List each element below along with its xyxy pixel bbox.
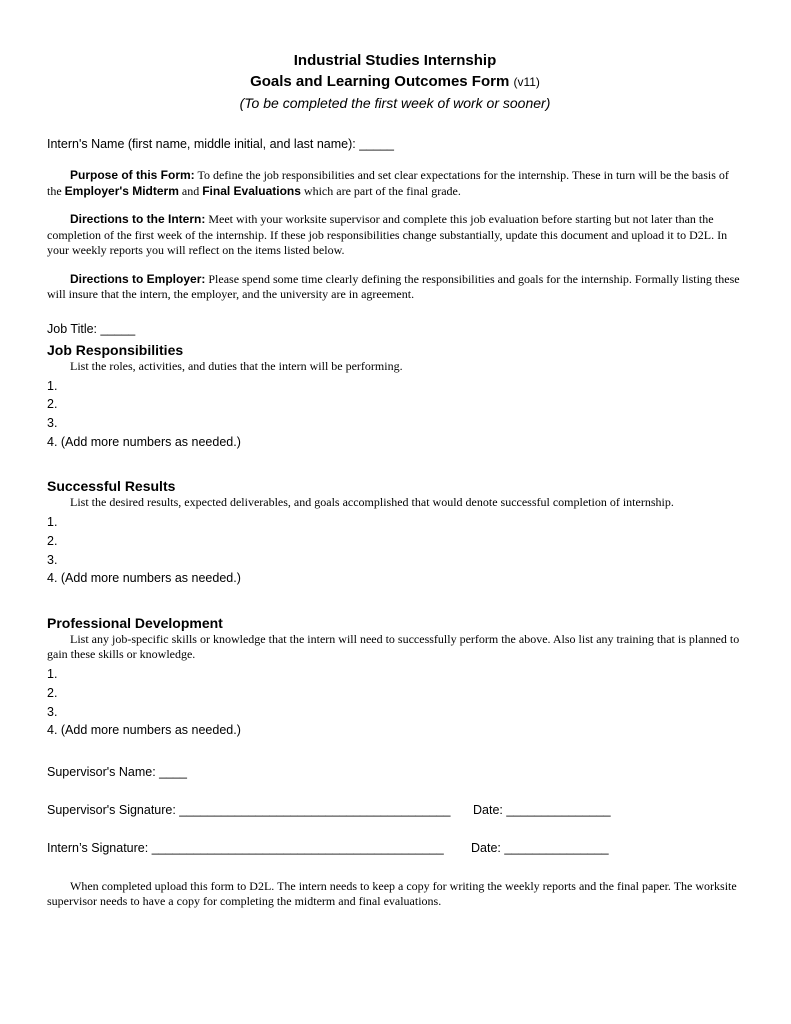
successful-results-list — [47, 513, 743, 588]
list-item[interactable]: 1. — [47, 515, 58, 530]
job-responsibilities-section — [47, 341, 743, 452]
closing-paragraph: When completed upload this form to D2L. The intern needs to keep a copy for writing the weekly reports and the final paper. The worksite supervisor needs to have a copy for completing the midterm and final evaluations. — [47, 878, 737, 909]
list-item[interactable]: 4. (Add more numbers as needed.) — [47, 434, 241, 449]
list-item[interactable]: 1. — [47, 667, 58, 682]
job-title-field[interactable]: Job Title: _____ — [47, 321, 136, 336]
directions-employer-text: Please spend some time clearly defining the responsibilities and goals for the internship. Formally listing these will insure that the intern, the employer, and the university are in agreement. — [47, 271, 740, 301]
list-item[interactable]: 4. (Add more numbers as needed.) — [47, 723, 241, 738]
supervisor-signature-field[interactable]: Supervisor's Signature: _______________________________________ — [47, 802, 451, 817]
list-item[interactable]: 4. (Add more numbers as needed.) — [47, 571, 241, 586]
purpose-text-2: and — [178, 183, 203, 198]
form-version: (v11) — [513, 75, 540, 89]
professional-development-heading: Professional Development — [47, 615, 223, 632]
intern-signature-row — [47, 839, 743, 857]
directions-employer-label: Directions to Employer: — [70, 271, 206, 286]
directions-employer-paragraph — [47, 272, 743, 303]
form-title: Industrial Studies Internship — [293, 52, 497, 69]
form-completion-note: (To be completed the first week of work or sooner) — [239, 95, 551, 111]
form-header — [47, 51, 743, 113]
list-item[interactable]: 2. — [47, 397, 58, 412]
list-item[interactable]: 2. — [47, 685, 58, 700]
intern-signature-field[interactable]: Intern’s Signature: __________________________________________ — [47, 840, 444, 855]
purpose-text-1: To define the job responsibilities and set clear expectations for the internship. These in turn will be the basis of the — [47, 168, 729, 198]
intern-date-field[interactable]: Date: _______________ — [471, 840, 609, 855]
successful-results-description: List the desired results, expected deliverables, and goals accomplished that would denote successful completion of internship. — [70, 495, 674, 510]
supervisor-date-field[interactable]: Date: _______________ — [473, 802, 611, 817]
list-item[interactable]: 3. — [47, 552, 58, 567]
form-subtitle-text: Goals and Learning Outcomes Form — [250, 73, 510, 90]
list-item[interactable]: 2. — [47, 534, 58, 549]
supervisor-signature-row — [47, 801, 743, 819]
supervisor-name-field[interactable]: Supervisor's Name: ____ — [47, 764, 187, 779]
job-responsibilities-heading: Job Responsibilities — [47, 341, 184, 358]
intern-name-field[interactable]: Intern's Name (first name, middle initial, and last name): _____ — [47, 137, 394, 151]
successful-results-heading: Successful Results — [47, 478, 176, 495]
directions-intern-paragraph — [47, 212, 743, 259]
list-item[interactable]: 3. — [47, 704, 58, 719]
final-evaluations-text: Final Evaluations — [202, 183, 301, 198]
professional-development-description: List any job-specific skills or knowledge that the intern will need to successfully perform the above. Also list any training that is planned to gain these skills or knowledge. — [47, 632, 740, 662]
list-item[interactable]: 1. — [47, 378, 58, 393]
form-page — [47, 48, 743, 910]
employers-midterm-text: Employer's Midterm — [64, 183, 179, 198]
successful-results-section — [47, 477, 743, 588]
purpose-paragraph — [47, 168, 743, 199]
purpose-label: Purpose of this Form: — [70, 168, 195, 182]
job-responsibilities-description: List the roles, activities, and duties that the intern will be performing. — [70, 358, 403, 373]
professional-development-section — [47, 614, 743, 740]
purpose-text-3: which are part of the final grade. — [300, 183, 461, 198]
directions-intern-label: Directions to the Intern: — [70, 212, 206, 226]
directions-intern-text: Meet with your worksite supervisor and complete this job evaluation before starting but not later than the completion of the first week of the internship. If these job responsibilities change substantially, update this document and upload it to D2L. In your weekly reports you will reflect on the items listed below. — [47, 212, 728, 257]
list-item[interactable]: 3. — [47, 415, 58, 430]
professional-development-list — [47, 665, 743, 740]
job-responsibilities-list — [47, 377, 743, 452]
form-subtitle — [47, 71, 743, 93]
